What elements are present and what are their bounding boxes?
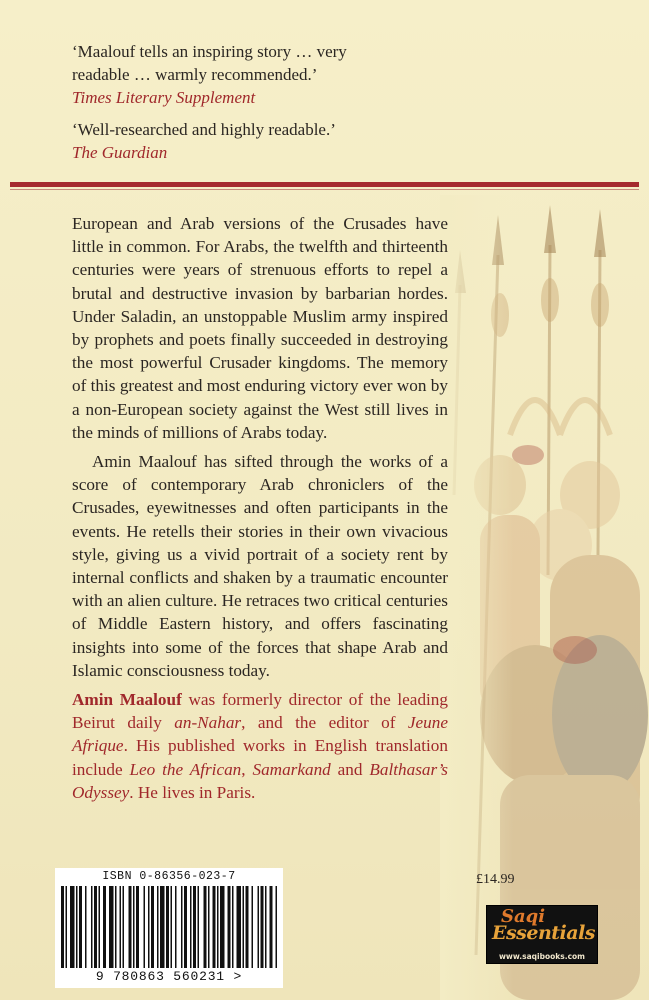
isbn-barcode — [55, 868, 283, 988]
barcode-bar — [232, 886, 234, 968]
review-quote — [72, 40, 592, 109]
bio-magazine-title: Jeune Afrique — [72, 713, 448, 756]
barcode-bar — [171, 886, 173, 968]
barcode-bar — [99, 886, 101, 968]
bio-book-title: Balthasar’s Odyssey — [72, 759, 448, 802]
quote-source: The Guardian — [72, 143, 168, 162]
publisher-logo — [486, 905, 598, 964]
barcode-bar — [115, 886, 117, 968]
barcode-bar — [160, 886, 165, 968]
background-illustration — [440, 195, 649, 1000]
barcode-bar — [157, 886, 159, 968]
barcode-bar — [79, 886, 82, 968]
barcode-bar — [123, 886, 125, 968]
barcode-bar — [181, 886, 183, 968]
barcode-bar — [193, 886, 196, 968]
bio-text: , and the editor of — [241, 713, 408, 733]
barcode-bar — [166, 886, 169, 968]
barcode-bar — [129, 886, 132, 968]
barcode-bar — [258, 886, 260, 968]
barcode-bar — [70, 886, 75, 968]
author-name: Amin Maalouf — [72, 690, 182, 710]
price: £14.99 — [476, 872, 515, 887]
isbn-number: ISBN 0-86356-023-7 — [102, 870, 236, 883]
quote-text: ‘Well-researched and highly readable.’ — [72, 120, 336, 139]
barcode-bar — [144, 886, 146, 968]
barcode-bar — [184, 886, 187, 968]
barcode-bar — [190, 886, 192, 968]
barcode-bar — [217, 886, 219, 968]
barcode-bar — [133, 886, 135, 968]
bio-text: , — [241, 759, 253, 779]
barcode-bar — [94, 886, 97, 968]
blurb-paragraph: Amin Maalouf has sifted through the works of a score of contemporary Arab chroniclers of the Crusades, eyewitnesses and often participants in the events. He retells their stories in their own vivacious style, giving us a vivid portrait of a society rent by internal conflicts and shaken by a traumatic encounter with an alien culture. He retraces two critical centuries of Middle Eastern history, and offers fascinating insights into some of the forces that shape Arab and Islamic consciousness today. — [72, 452, 448, 680]
bio-text: and — [330, 759, 370, 779]
barcode-bar — [151, 886, 154, 968]
barcode-bar — [252, 886, 254, 968]
barcode-bar — [76, 886, 78, 968]
logo-text-essentials: Essentials — [492, 922, 595, 944]
review-quotes — [72, 40, 592, 173]
barcode-bar — [66, 886, 68, 968]
divider-rule-thin — [10, 189, 639, 190]
barcode-bar — [237, 886, 242, 968]
barcode-bar — [276, 886, 278, 968]
blurb — [72, 212, 448, 810]
bio-book-title: Samarkand — [252, 759, 331, 779]
barcode-bar — [91, 886, 93, 968]
barcode-bar — [246, 886, 249, 968]
publisher-url: www.saqibooks.com — [498, 952, 585, 961]
barcode-bar — [85, 886, 87, 968]
barcode-bar — [198, 886, 200, 968]
barcode-bar — [270, 886, 273, 968]
ean-number: 9 780863 560231 > — [95, 969, 243, 984]
bio-paper-title: an-Nahar — [174, 713, 242, 733]
review-quote — [72, 118, 592, 164]
barcode-bar — [148, 886, 150, 968]
barcode-bar — [109, 886, 114, 968]
barcode-bar — [243, 886, 245, 968]
barcode-bar — [228, 886, 231, 968]
quote-source: Times Literary Supplement — [72, 88, 256, 107]
bio-text: was formerly director of the leading Beirut daily — [72, 690, 448, 733]
blurb-paragraph: European and Arab versions of the Crusades have little in common. For Arabs, the twelfth and thirteenth centuries were years of strenuous efforts to repel a brutal and destructive invasion by barbarian hordes. Under Saladin, an unstoppable Muslim army inspired by prophets and poets finally succeeded in destroying the most powerful Crusader kingdoms. The memory of this greatest and most enduring victory ever won by a non-European society against the West still lives in the minds of millions of Arabs today. — [72, 214, 448, 442]
bio-text: . He lives in Paris. — [129, 782, 256, 802]
barcode-bar — [204, 886, 207, 968]
author-bio — [72, 688, 448, 804]
barcode-bar — [175, 886, 177, 968]
quote-text: readable … warmly recommended.’ — [72, 65, 318, 84]
barcode-bar — [103, 886, 106, 968]
quote-text: ‘Maalouf tells an inspiring story … very — [72, 42, 347, 61]
barcode-bar — [136, 886, 139, 968]
barcode-bars — [61, 886, 277, 968]
barcode-bar — [220, 886, 225, 968]
bio-text: . His published works in English translation include — [72, 736, 448, 779]
bio-book-title: Leo the African — [129, 759, 242, 779]
barcode-bar — [208, 886, 210, 968]
barcode-bar — [120, 886, 122, 968]
logo-text-saqi: Saqi — [501, 906, 546, 927]
barcode-bar — [61, 886, 64, 968]
barcode-bar — [261, 886, 264, 968]
barcode-bar — [265, 886, 267, 968]
divider-rule — [10, 182, 639, 187]
barcode-bar — [213, 886, 216, 968]
